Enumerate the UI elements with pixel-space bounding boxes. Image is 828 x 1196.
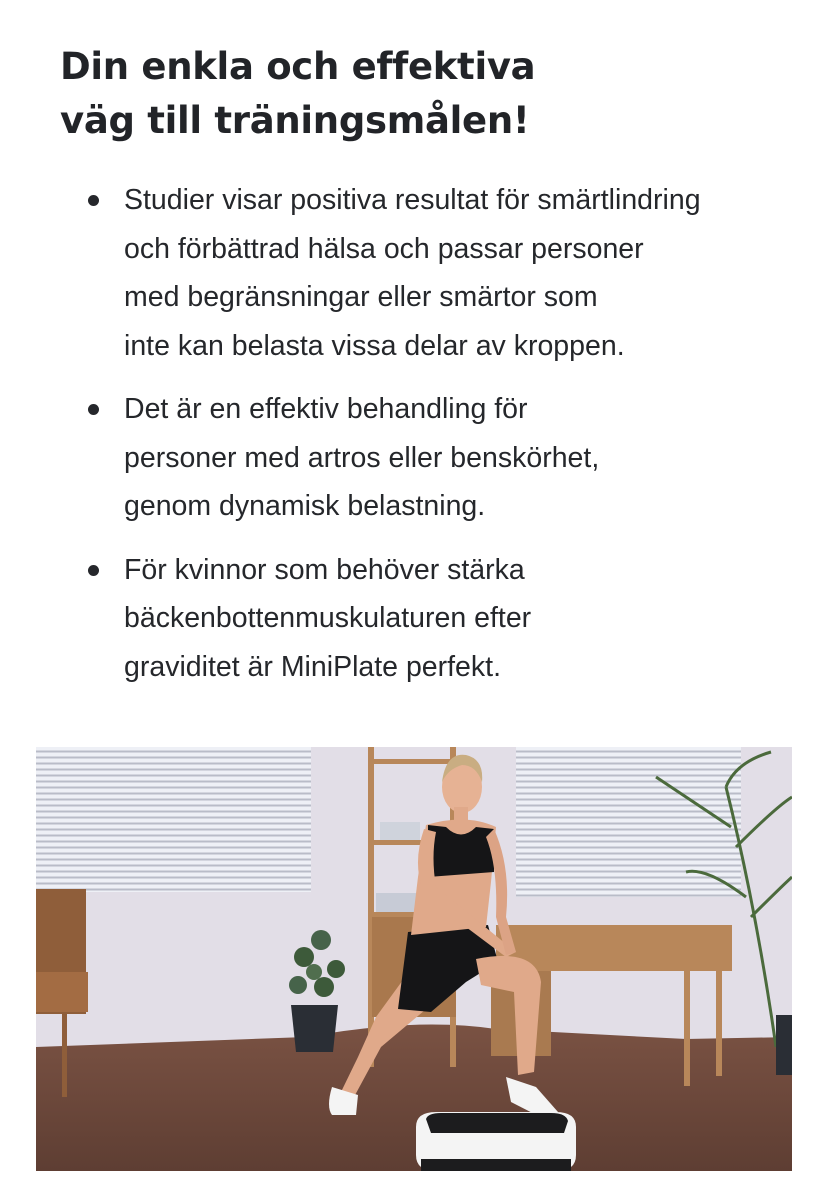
list-item-text: med begränsningar eller smärtor som xyxy=(124,281,598,313)
list-item-text: och förbättrad hälsa och passar personer xyxy=(124,232,644,265)
bullet-icon xyxy=(88,565,99,576)
list-item-text: Det är en effektiv behandling för xyxy=(124,393,528,425)
list-item-text: bäckenbottenmuskulaturen efter xyxy=(124,602,532,634)
benefits-list xyxy=(84,176,784,706)
list-item-text: graviditet är MiniPlate perfekt. xyxy=(124,650,501,683)
list-item xyxy=(84,546,784,692)
wooden-floor xyxy=(36,1025,792,1172)
list-item xyxy=(84,176,784,370)
heading-line-1: Din enkla och effektiva xyxy=(60,45,536,88)
page-heading xyxy=(60,40,535,148)
list-item-text: personer med artros eller benskörhet, xyxy=(124,441,600,474)
list-item-text: inte kan belasta vissa delar av kroppen. xyxy=(124,329,625,362)
window-blinds-left xyxy=(36,747,311,892)
list-item-text: Studier visar positiva resultat för smärtlindring xyxy=(124,184,701,216)
workout-scene-image xyxy=(36,747,792,1171)
bullet-icon xyxy=(88,404,99,415)
list-item-text: genom dynamisk belastning. xyxy=(124,490,486,522)
vibration-plate xyxy=(416,1112,576,1171)
bullet-icon xyxy=(88,195,99,206)
list-item xyxy=(84,385,784,531)
product-photo xyxy=(36,747,792,1171)
list-item-text: För kvinnor som behöver stärka xyxy=(124,553,525,586)
heading-line-2: väg till träningsmålen! xyxy=(60,99,530,142)
